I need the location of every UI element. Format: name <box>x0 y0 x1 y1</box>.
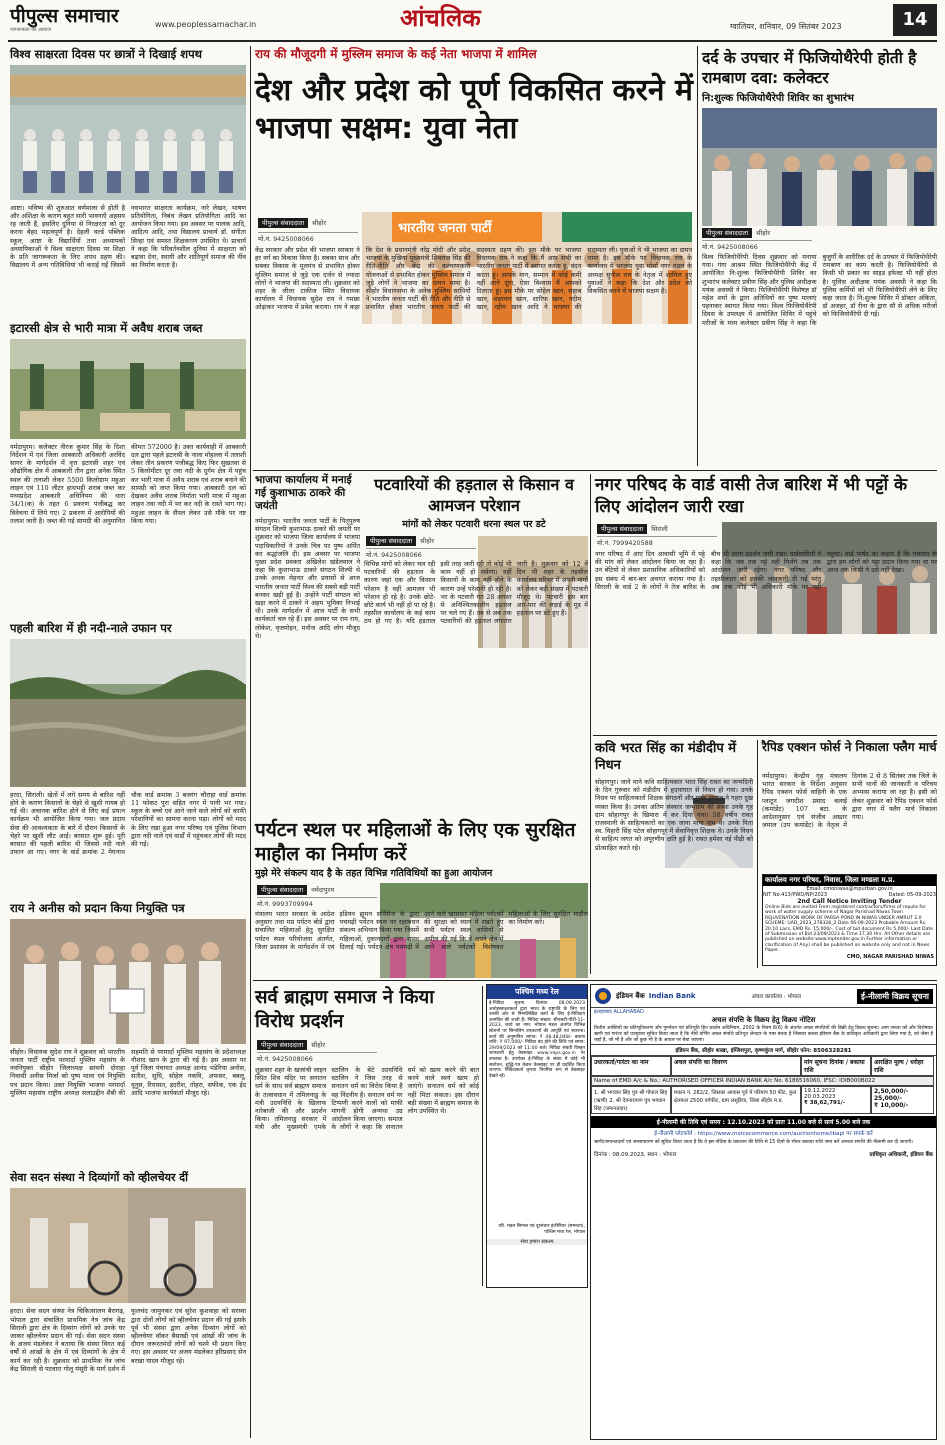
kushabhau-story <box>255 474 360 814</box>
header-rule <box>8 40 937 42</box>
physio-subhead: नि:शुल्क फिजियोथैरेपी शिविर का शुभारंभ <box>702 93 854 104</box>
indian-bank-notice <box>590 984 937 1440</box>
bank-sign-row <box>591 1148 936 1160</box>
bjp-divider <box>697 46 698 466</box>
liquor-story <box>10 322 246 615</box>
kushabhau-headline: भाजपा कार्यालय में मनाई गई कुशाभाऊ ठाकरे की जयंती <box>255 474 352 512</box>
bank-demand <box>801 1086 871 1114</box>
bjp-reporter: पीपुल्स संवाददाता <box>258 218 308 228</box>
wheelchair-photo <box>10 1188 246 1303</box>
appointment-headline: राय ने अनीस को प्रदान किया नियुक्ति पत्र <box>10 901 185 915</box>
rain-headline: पहली बारिश में ही नदी-नाले उफान पर <box>10 621 172 635</box>
bank-col-reserve: आरक्षित मूल्य / धरोहर राशि <box>871 1056 934 1076</box>
physio-photo <box>702 108 937 226</box>
bank-emd-amount: 25,000/- <box>874 1095 902 1103</box>
patwari-mobile: मो.नं. 9425008066 <box>366 548 476 559</box>
physio-reporter: पीपुल्स संवाददाता <box>702 228 752 238</box>
bank-date: दिनांक : 08.09.2023, स्थान : भोपाल <box>594 1152 677 1159</box>
wheelchair-headline: सेवा सदन संस्था ने दिव्यांगों को व्हीलचेयर दीं <box>10 1171 188 1184</box>
literacy-headline: विश्व साक्षरता दिवस पर छात्रों ने दिखाई शपथ <box>10 47 202 61</box>
brahmin-body: शुक्रवार शहर के खजांची लाइन स्थित शिव मंदिर पर सनातन धर्म के साथ सर्व ब्राह्मण समाज के तत्वावधान में तमिलनाडु के मंत्री उदयनिधि के खिलाफ नारेबाजी की और प्रदर्शन किया। तमिलनाडु सरकार में मंत्री और मुख्यमंत्री एमके स्टालिन के बेटे उदयनिधि स्टालिन ने जिस तरह से सनातन धर्म का विरोध किया है वह निंदनीय है। सनातन धर्म पर टिप्पणी करने वालों को माफी मांगनी होगी अन्यथा उग्र आंदोलन किया जाएगा। समाज के लोगों ने कहा कि सनातन धर्म को खत्म करने की बात करने वाले स्वयं खत्म हो जाएंगे। सनातन धर्म को कोई नहीं मिटा सकता। इस दौरान बड़ी संख्या में ब्राह्मण समाज के लोग उपस्थित थे। <box>255 1066 479 1132</box>
ward-headline: नगर परिषद के वार्ड वासी तेज बारिश में भी पट्टों के लिए आंदोलन जारी रखा <box>595 475 908 517</box>
bank-auction-title: ई-नीलामी विक्रय सूचना <box>857 989 933 1004</box>
bank-reserve <box>871 1086 934 1114</box>
poet-headline: कवि भरत सिंह का मंडीदीप में निधन <box>595 741 737 773</box>
patwari-body: विभिन्न मांगों को लेकर चल रही पटवारियों की हड़ताल के कारण जहां एक और किसान परेशान है वहीं आमजन भी परेशान हो रहे है। उनके छोटे-छोटे कार्य भी नहीं हो पा रहे है। तहसील कार्यालय के कई काम ठप हो गए है। यदि हड़ताल इसी तरह जारी रही तो कोई भी काम नहीं हो सकेगा। वहीं किसानों के काम नहीं होने के कारण उन्हें परेशानी हो रही है। भर के पटवारी गत 28 अगस्त से अनिश्चितकालीन हड़ताल पर चले गए हैं। तब से अब तक पटवारियों की हड़ताल लगातार जारी है। शुक्रवार को 12 वें दिन भी शहर के तहसील कार्यालय परिसर में अपनी मांगों को लेकर बड़ी संख्या में पटवारी मौजूद थे। पटवारी इस बार आर-पार की लड़ाई के मूड में हड़ताल पर डटे हुए हैं। <box>364 560 588 626</box>
physio-place: सीहोर <box>756 229 771 237</box>
left-column-rule <box>250 46 251 1438</box>
patwari-byline <box>366 536 476 545</box>
tourism-headline: पर्यटन स्थल पर महिलाओं के लिए एक सुरक्षित माहौल का निर्माण करें <box>255 819 576 865</box>
bank-footer-note: ऋणी/जमानतदारों एवं जनसाधारण को सूचित किया जाता है कि वे इस नोटिस के प्रकाशन की तिथि से 15 दिनों के भीतर बकाया राशि जमा करें अन्यथा संपत्ति की नीलामी कर दी जाएगी। <box>594 1140 913 1146</box>
bjp-place: सीहोर <box>312 219 327 227</box>
poet-body: सोहागपुर। जाने माने कवि साहित्यकार भरत सिंह रावत का जन्मदिनी के दिन गुरुवार को मंडीदीप में हृदयाघात से निधन हो गया। उनके निधन पर साहित्यकारों शिक्षक संगठनों और गुर्जर समाज ने गहरा दुख व्यक्त किया है। उनका अंतिम संस्कार जन्मग्राम की संस्था उनके गृह ग्राम सोहागपुर के खिमारा में कर दिया गया। 58 वर्षीय रावत राजस्थानी के साहित्यकारों का एक जाना माना नाम थे। उनके पिता स्व. विहारी सिंह पटेल सोहागपुर में सेवानिवृत्त शिक्षक थे। उनके निधन से साहित्य जगत को अपूरणीय क्षति हुई है। रावत हमेशा नई पीढ़ी को प्रोत्साहित करते रहे। <box>595 778 753 852</box>
mid-horizontal-rule <box>253 980 937 981</box>
appointment-body: सीहोर। विधायक सुदेश राय ने शुक्रवार को भारतीय जनता पार्टी राष्ट्रीय परमार्दा मुस्लिम महासंघ के नवनियुक्त सीहोर जिलाध्यक्ष छावनी दोराहा निवासी अनीस मिर्जा को पुष्प माला एवं नियुक्ति पत्र प्रदान किया। उक्त नियुक्ति भाजपा परमार्दा मुस्लिम महासंघ राष्ट्रीय अध्यक्ष सलाउद्दीन शैबी की सहमति से परमार्दा मुस्लिम महासंघ के प्रदेशाध्यक्ष नौशाद खान के द्वारा की गई है। इस अवसर पर पूर्व जिला पंचायत अध्यक्ष आनंद भंडेरिया अनोस, सतीश, सुधि, सोहेल नकवि, अफसर, बबलू, यूनुस, रियासत, इदरीश, तोहरा, सफीक, एक ईद आदि भाजपा कार्यकर्ता मौजूद रहे। <box>10 1047 246 1097</box>
patwari-place: सीहोर <box>420 537 435 545</box>
rapid-headline: रैपिड एक्शन फोर्स ने निकाला फ्लैग मार्च <box>762 740 937 754</box>
kushabhau-body: नर्मदापुरम। भारतीय जनता पार्टी के पितृपुरुष संगठन शिल्पी कुशाभाऊ ठाकरे की जयंती पर शुक्रवार को भाजपा जिला कार्यालय में भाजपा पदाधिकारियों ने उनके चित्र पर पुष्प अर्पित कर श्रद्धांजलि दी। इस अवसर पर भाजपा मुख्य प्रदेश प्रवक्ता अखिलेश खंडेलवाल ने कहा कि कुशाभाऊ ठाकरे संगठन शिल्पी थे उनके अथक मेहनत और प्रयासों से आज भारतीय जनता पार्टी विश्व की सबसे बड़ी पार्टी बनकर खड़ी हुई है। उन्होंने पार्टी संगठन को खड़ा करने में ठाकरे ने अहम भूमिका निभाई थी। उनके मार्गदर्शन में आज पार्टी के सभी कार्यकर्ता चल रहे हैं। इस अवसर पर राम राय, लोकेश, वृजमोहन, मनोज आदि लोग मौजूद थे। <box>255 517 360 640</box>
railway-tender <box>486 984 588 1288</box>
bank-sign: प्राधिकृत अधिकारी, इंडियन बैंक <box>869 1152 933 1159</box>
bank-emd-account: Name of EMD A/c & No.: AUTHORISED OFFICER INDIAN BANK A/c No. 6186516060, IFSC: IDIB000B022 <box>591 1076 934 1086</box>
tender-notice <box>762 874 937 966</box>
brahmin-reporter: पीपुल्स संवाददाता <box>257 1040 307 1050</box>
tender-title: 2nd Call Notice Inviting Tender <box>797 898 902 905</box>
bjp-byline <box>258 218 358 227</box>
wheelchair-story <box>10 1172 246 1437</box>
railway-title: पश्चिम मध्य रेल <box>487 985 587 999</box>
tourism-reporter: पीपुल्स संवाददाता <box>257 885 307 895</box>
tender-dated: Dated: 05-09-2023 <box>888 892 936 898</box>
liquor-headline: इटारसी क्षेत्र से भारी मात्रा में अवैध शराब जब्त <box>10 321 203 335</box>
masthead-tagline: जागरूकता की आवाज <box>10 27 51 34</box>
tourism-subhead: मुझे मेरे संकल्प याद है के तहत विभिन्न गतिविधियों का हुआ आयोजन <box>255 868 493 879</box>
liquor-body: नर्मदापुरम। कलेक्टर नीरज कुमार सिंह के दिशा निर्देशन में एवं जिला आबकारी अधिकारी अरविंद सागर के मार्गदर्शन में वृत्त इटारसी शहर एवं औद्योगिक क्षेत्र में आबकारी तीन द्वारा अनेक स्थित स्थल की तलाशी लेकर 5500 किलोग्राम महुआ लाहन एवं 110 लीटर हाथभट्टी शराब जब्त कर मध्यप्रदेश आबकारी अधिनियम की धारा 34/1(क) के तहत 6 प्रकरण पंजीबद्ध कर विवेचना में लिये गए। 2 प्रकरण में आरोपियों की तलाश जारी है। जब्त की गई सामग्री की अनुमानित कीमत 572000 है। उक्त कार्यवाही में आबकारी दल द्वारा पहले इटारसी के नाला मोहल्ला में तलाशी लेकर तीन प्रकरण पंजीबद्ध किए फिर सुखतवा से 5 किलोमीटर दूर तवा नदी के दुर्गम क्षेत्र में पहुंच कर भारी मात्रा में अवैध शराब एवं शराब बनाने की सामग्री को जप्त किया गया। आबकारी दल को देखकर अवैध शराब निर्माता भारी मात्रा में महुआ लाहन तवा नदी में भर कर नदी के रास्ते भाग गए। महुआ लाहन के सैंपल लेकर उसे मौके पर नष्ट किया गया। <box>10 442 246 525</box>
patwari-divider <box>590 474 591 974</box>
tourism-body: मंत्रालय भारत सरकार के आदेश अनुसार तथा मप्र पर्यटन बोर्ड द्वारा संचालित महिलाओं हेतु सुरक्षित पर्यटन स्थल परियोजना अंतर्गत, जिला प्रशासन के मार्गदर्शन में एवं इंडियन ह्यूमन सर्विसेज के द्वारा पचमढ़ी पर्यटन स्थल पर रक्षाबंधन संकल्प अभियान किया गया जिसमें महिलाओं, दुकानदारों द्वारा शपथ दिलाई गई। पर्यटन क्षेत्र पचमढ़ी में आने वाले खासकर महिला पर्यटकों की सुरक्षा को ध्यान में रखते हुए सभी पर्यटन स्थल वासियों से अपील की गई कि वे अपने क्षेत्र में आने वाले पर्यटकों विशेषकर महिलाओं के लिए सुरक्षित माहौल का निर्माण करें। <box>255 910 588 951</box>
physio-headline: दर्द के उपचार में फिजियोथैरेपी होती है रामबाण दवा: कलेक्टर <box>702 49 917 87</box>
wheelchair-body: हरदा। सेवा सदन संस्था नेत्र चिकित्सालय बैरागढ़, भोपाल द्वारा संचालित प्राथमिक नेत्र जांच केंद्र सिराली द्वारा क्षेत्र के दिव्यांग लोगों को उनके घर जाकर व्हीलचेयर प्रदान की गई। सेवा सदन संस्था के अजय मंडलेकर ने बताया कि संस्था विगत कई वर्षों से आंखों के क्षेत्र में एवं दिव्यांगों के क्षेत्र में कार्य कर रही है। शुक्रवार को प्राथमिक नेत्र जांच केंद्र सिराली से पटवारा गोलू मंसूरी के मार्ग दर्शन में फूलचंद जामुनकर एवं सुरेश कुशवाहा को सरस्वा द्वारा दोनों लोगों को व्हीलचेयर प्रदान की गई इसके पूर्व भी संस्था द्वारा अनेक दिव्यांग लोगों को व्हीलचेयर वॉकर बैसाखी एवं आंखों की जांच के दौरान जरूरतमंदों लोगों को चश्मे भी प्रदान किए गए। इस अवसर पर अजय मंडलेकर हरिप्रसाद सेन बरखा यादव मौजूद रहे। <box>10 1307 246 1373</box>
literacy-story <box>10 48 246 320</box>
brahmin-place: सीहोर <box>311 1041 326 1049</box>
tender-office: कार्यालय नगर परिषद, निवास, जिला मण्डला म.प्र. <box>763 875 936 886</box>
rain-story <box>10 622 246 890</box>
ward-place: सिराली <box>651 525 668 533</box>
ward-byline <box>597 524 717 533</box>
appointment-letter-image <box>10 919 246 1044</box>
ward-mobile: मो.नं. 7999420588 <box>597 536 717 547</box>
tourism-mobile: मो.नं. 9993709994 <box>257 897 377 908</box>
bank-col-property: अचल संपत्ति का विवरण <box>671 1056 801 1076</box>
bank-increment: ₹ 10,000/- <box>874 1102 909 1110</box>
students-oath-image <box>10 65 246 200</box>
tender-sign: CMO, NAGAR PARISHAD NIWAS <box>846 953 934 960</box>
bank-demand-amount: ₹ 38,62,791/- <box>804 1100 846 1107</box>
page-number: 14 <box>893 4 937 36</box>
rapid-body: नर्मदापुरम। केन्द्रीय गृह मंत्रालय भारत सरकार के निर्देशा अनुसार रैपिड एक्शन फोर्स वाहिनी के एक प्लाटून जगदीश प्रसाद बलाई (कमांडेंट) 107 बटा. के आदेशानुसार एवं संजीव अख्तर जमाल (उप कमांडेंट) के नेतृत्व में दिनांक 2 से 8 सितंबर तक जिले के सभी थानों की जानकारी व परिचय अभ्यास कराया जा रहा है। इसी को लेकर शुक्रवार को रैपिड एक्शन फोर्स द्वारा नगर में फ्लैग मार्च निकाला गया। <box>762 772 937 830</box>
bank-auction-date: ई-नीलामी की तिथि एवं समय : 12.10.2023 को प्रातः 11.00 बजे से सायं 5.00 बजे तक <box>591 1116 936 1128</box>
tender-body: Online Bids are invited From registered contractors/firms of repute for work of water supply scheme of Nagar Parishad Niwas Town REJUVENATION WORK OF PARSA POND IN NIWAS UNDER AMRUT 2.0 SCHEME: UAD_2023_278328_2 Date 06-09-2023 Probable Amount Rs. 20.10 Lacs, EMD Rs. 15,000/-, Cost of bid document Rs 5,000/- Last Date of Submission of Bid 23/09/2023 & Time 17.30 Hrs. All Other details are published on website www.mptender.gov.in Further information or clarification (if Any) shall be published on website only and not in News Paper. <box>765 905 934 954</box>
patwari-subhead: मांगों को लेकर पटवारी धरना स्थल पर डटे <box>402 519 546 530</box>
rain-body: हरदा, सिराली। खेतों में लगे समय से बारिश नहीं होने के कारण किसानों के चेहरे से खुशी गायब हो गई थी। अचानक बारिश होने से लिए कई प्रयत्न कार्यक्रम भी आयोजित किया गया। जल प्रदाय सेवा की आवश्यकता के बारे में दौरान किसानों के चेहरे पर खुशी लौट आई। बरसात शुरू हुई। पूरी बरसात की पहली बारिश थी जिससे नदी नाले उफान आ गए। नगर के वार्ड क्रमांक 2 मेघनाथ चौक वार्ड क्रमांक 3 बजरंग चौराहा वार्ड क्रमांक 11 फोकट पुरा सहित नगर में पानी भर गया। स्कूल के बच्चे एवं आने जाने वाले लोगों को काफी परेशानियों का सामना करना पड़ा। लोगों को मदद के लिए रखा हुआ नगर परिषद एवं पुलिस विभाग द्वारा नदी नाले एवं वार्डों में पहुंचकर लोगों की मदद की गई। <box>10 790 246 857</box>
bjp-headline: देश और प्रदेश को पूर्ण विकसित करने में भाजपा सक्षम: युवा नेता <box>255 73 693 146</box>
bank-english-name: Indian Bank <box>648 992 696 1000</box>
bjp-banner-text: भारतीय जनता पार्टी <box>398 221 492 236</box>
tourism-byline <box>257 885 377 894</box>
indian-bank-logo-icon <box>594 987 612 1005</box>
masthead-title: पीपुल्स समाचार <box>10 5 119 27</box>
bank-borrower: 1. श्री भगवान सिंह पुत्र श्री गोपाल सिंह (ऋणी) 2. श्री देवनारायण पुत्र भगवान सिंह (जमानतदार) <box>591 1086 671 1114</box>
rain-photo <box>10 639 246 787</box>
flooded-river-image <box>10 639 246 787</box>
bank-logo <box>594 987 696 1005</box>
bjp-body: केंद्र सरकार और प्रदेश की भाजपा सरकार ने हर वर्ग का विकास किया है। सबका साथ और सबका विकास के मूलमंत्र से प्रभावित होकर मुस्लिम समाज से जुड़े एक दर्जन से ज्यादा लोगों ने भाजपा की सदस्यता ली। शुक्रवार को शहर के लीला टाकीज स्थित विधायक कार्यालय में विधायक सुदेश राय ने गमछा ओढ़ाकर भाजपा में प्रवेश कराया। राय ने कहा कि देश के प्रधानमंत्री नरेंद्र मोदी और प्रदेश भाजपा के मुखिया मुख्यमंत्री शिवराज सिंह की रीति-नीति और केंद्र की कल्याणकारी योजनाओं से प्रभावित होकर मुस्लिम समाज में जुड़े लोगों ने भाजपा का दामन थामा है। सीहोर विधानसभा के अनेक मुस्लिम साथियों ने भारतीय जनता पार्टी की रीति और नीति से प्रभावित होकर भारतीय जनता पार्टी की सदस्यता ग्रहण की। इस मौके पर भाजपा विधायक राय ने कहा कि मैं आप सभी का भारतीय जनता पार्टी में स्वागत करता हूं, वंदन करता हूं। आपके मान, सम्मान में कोई कमी नहीं आने दूंगा, ऐसा विश्वास मैं आपको दिलाता हूं। इस मौके पर सोहेल खान, सहाब खान, शहरयार खान, शारिफ खान, नदीम खान, रहीम खान आदि ने भाजपा की सदस्यता ली। युवाओं ने भी भाजपा का दामन थामा है। इस मौके पर विधायक राय के कार्यालय में भाजपा युवा मोर्चा नगर मंडल के अध्यक्ष सुनील राय के नेतृत्व में शामिल हुए युवाओं ने कहा कि देश और प्रदेश को विकसित करने में भाजपा सक्षम है। <box>255 246 692 312</box>
seized-liquor-image <box>10 339 246 439</box>
brahmin-headline: सर्व ब्राह्मण समाज ने किया विरोध प्रदर्शन <box>255 987 434 1032</box>
appointment-photo <box>10 919 246 1044</box>
patwari-headline: पटवारियों की हड़ताल से किसान व आमजन परेशान <box>374 475 574 515</box>
bank-demand-date: 19.12.2022 20.03.2023 <box>804 1088 836 1101</box>
ward-body: नगर परिषद में आए दिन आवासी भूमि में पट्टे की मांग को लेकर आंदोलन किया जा रहा है। उन बेटियों से लेकर प्रशासनिक अधिकारियों को इस संबंध में बार-बार अवगत कराया गया है। सिराली के वार्ड 2 के लोगों ने तेज बारिश के बीच भी धरना प्रदर्शन जारी रखा। वार्डवासियों ने कहा कि जब तक पट्टे नहीं मिलेंगे तब तक आंदोलन जारी रहेगा। नगर परिषद और तहसीलदार को इसकी जानकारी दी गई परंतु अब तक कोई भी अधिकारी मौके पर नहीं पहुंचा। वार्ड पार्षद का कहना है कि पंचायत के द्वारा हम लोगों को पट्टा प्रदान किया गया था पर आज तक किसी ने उसे नहीं देखा। <box>595 550 937 591</box>
dateline: ग्वालियर, शनिवार, 09 सितंबर 2023 <box>730 22 842 31</box>
poet-divider <box>757 740 758 968</box>
bank-col-demand: मांग सूचना दिनांक / बकाया राशि <box>801 1056 871 1076</box>
bjp-kicker: राय की मौजूदगी में मुस्लिम समाज के कई नेता भाजपा में शामिल <box>255 47 537 61</box>
brahmin-mobile: मो.नं. 9425008066 <box>257 1052 377 1063</box>
literacy-photo <box>10 65 246 200</box>
brahmin-divider <box>482 986 483 1286</box>
railway-body: ई-निविदा सूचना. दिनांक: 08.09.2023 अधोहस्ताक्षरकर्ता द्वारा भारत के राष्ट्रपति के लिए एवं उनकी ओर से निम्नलिखित कार्य के लिए ई-निविदाएं आमंत्रित की जाती हैं। निविदा संख्या: सीएसटी-पीटी-11-2023, कार्य का नाम: भोपाल मंडल अंतर्गत विभिन्न स्टेशनों पर सिग्नलिंग उपकरणों की आपूर्ति एवं स्थापना। कार्य की अनुमानित लागत: ₹ 48,48,048/- बयाना राशि: ₹ 97,000/- निविदा बंद होने की तिथि एवं समय: 29/09/2023 को 11:00 बजे। निविदा संबंधी विस्तृत जानकारी हेतु वेबसाइट www.ireps.gov.in पर उपलब्ध है। उपरोक्त ई-निविदा के संबंध में कोई भी संशोधन, शुद्धि-पत्र केवल वेबसाइट पर ही प्रदर्शित किया जाएगा। निविदाकर्ता कृपया नियमित रूप से वेबसाइट देखते रहें। <box>489 1001 585 1079</box>
physio-mobile: मो.नं. 9425008066 <box>702 240 812 251</box>
bank-website[interactable]: ई-नीलामी प्लेटफॉर्म : https://www.mstcecommerce.com/auctionhome/ibapi पर संपर्क करें <box>654 1131 873 1138</box>
masthead <box>10 6 150 36</box>
railway-sign: वरि. मंडल सिग्नल एवं दूरसंचार इंजीनियर (समन्वय), पश्चिम मध्य रेल, भोपाल <box>498 1224 585 1235</box>
liquor-photo <box>10 339 246 439</box>
tourism-place: नर्मदापुरम <box>311 886 335 894</box>
website: www.peoplessamachar.in <box>155 20 257 29</box>
bank-allahabad: इलाहाबाद ALLAHABAD <box>594 1009 644 1015</box>
patwari-reporter: पीपुल्स संवाददाता <box>366 536 416 546</box>
physio-body: विश्व फिजियोथैरेपी दिवस शुक्रवार को मनाया गया। गंगा आश्रम स्थित फिजियोथैरेपी केंद्र में आयोजित नि:शुल्क फिजियोथैरेपी शिविर का शुभारंभ कलेक्टर प्रवीण सिंह और पुलिस अधीक्षक मयंक अवस्थी ने किया। फिजियोथैरेपी विशेषज्ञ डॉ महेश शर्मा के द्वारा अतिथियों का पुष्प मालाएं पहनाकर स्वागत किया गया। विश्व फिजियोथैरेपी दिवस के उपलक्ष्य में आयोजित शिविर में पहुंचे मरीजों के मध्य कलेक्टर प्रवीण सिंह ने कहा कि बुजुर्गों के शारीरिक दर्द के उपचार में फिजियोथैरेपी रामबाण का काम करती है। फिजियोथैरेपी से किसी भी प्रकार का साइड इफेक्ट भी नहीं होता है। पुलिस अधीक्षक मयंक अवस्थी ने कहा कि पुलिस कर्मियों को भी फिजियोथैरेपी लेने के लिए कहा जाता है। नि:शुल्क शिविर में डॉक्टर अंकिता, डॉ अजहर, डॉ रीना के द्वारा सौ से अधिक मरीजों को फिजियोथैरेपी दी गई। <box>702 253 937 327</box>
upper-horizontal-rule <box>253 470 937 471</box>
ward-bottom-rule <box>593 735 937 736</box>
bank-intro: वित्तीय आस्तियों का प्रतिभूतिकरण और पुनर्गठन एवं प्रतिभूति हित प्रवर्तन अधिनियम, 2002 के नियम 8(6) के अंतर्गत अचल संपत्तियों की बिक्री हेतु विक्रय सूचना। आम जनता को और विशेषकर ऋणी एवं गारंटर को एतद्द्वारा सूचित किया जाता है कि नीचे वर्णित अचल संपत्ति प्रतिभूत लेनदार के पास बंधक है जिसका कब्जा इंडियन बैंक के प्राधिकृत अधिकारी द्वारा लिया गया है, को जैसा है जहाँ है, जो भी है और जो कुछ भी है के आधार पर बेचा जाएगा। <box>594 1026 933 1043</box>
section-title: आंचलिक <box>400 4 481 32</box>
bjp-mobile: मो.नं. 9425008066 <box>258 232 358 243</box>
bank-reserve-price: 2,50,000/- <box>874 1088 909 1096</box>
physio-byline <box>702 228 812 237</box>
bank-header <box>591 985 936 1008</box>
bank-office: अंचल कार्यालय : भोपाल <box>751 994 801 1000</box>
physio-camp-image <box>702 108 937 226</box>
bank-property: मकान नं. 282/2, जिसका आवास पूर्व में परिमाप 50 फीट, कुल क्षेत्रफल 2500 वर्गफीट, ग्राम लसूडिया, जिला सीहोर म.प्र. <box>671 1086 801 1114</box>
literacy-body: आष्टा। भविष्य की शुरुआत वर्णमाला से होती है और अशिक्षा के कारण बहुत सारी भावनाएँ अहसय रह जाती हैं, इसलिए दुनिया से निरक्षरता को दूर करना बेहद महत्वपूर्ण है। देहली वर्ल्ड पब्लिक स्कूल, आष्टा के विद्यार्थियों तथा अध्यापकों अध्यापिकाओं ने विश्व साक्षरता दिवस पर शिक्षा के प्रति जागरूकता के लिए शपथ ग्रहण की। विद्यालय में अन्य गतिविधियां भी कराई गईं जिसमें नवभारत साक्षरता कार्यक्रम, नारे लेखन, भाषण प्रतियोगिता, निबंध लेखन प्रतियोगिता आदि का आयोजन किया गया। इस अवसर पर पालक आदि, आदित्य आदि, तथा विद्यालय प्राचार्य डॉ. संगीता सिन्हा एवं समस्त शिक्षकगण उपस्थित थे। प्राचार्य ने कहा कि परिवर्तनशील दुनिया में साक्षरता को बढ़ावा देना, स्थायी और शांतिपूर्ण समाज की नींव का निर्माण करता है। <box>10 203 246 270</box>
bank-table <box>591 1056 936 1114</box>
wheelchair-distribution-image <box>10 1188 246 1303</box>
bank-branch: इंडियन बैंक, सीहोर शाखा, इंग्लिशपुरा, कृष्णकुंज मार्ग, सीहोर फोन: 8506328281 <box>591 1044 936 1056</box>
ward-reporter: पीपुल्स संवाददाता <box>597 524 647 534</box>
bank-col-borrower: उधारकर्ता/गारंटर का नाम <box>591 1056 671 1076</box>
tender-nit: NIT No.413/PWD/NP/2023 <box>763 892 828 898</box>
bank-hindi-name: इंडियन बैंक <box>616 991 645 1000</box>
appointment-story <box>10 902 246 1167</box>
railway-footer: सेवा हमारा संकल्प <box>487 1239 587 1245</box>
brahmin-byline <box>257 1040 377 1049</box>
bank-subtitle: अचल संपत्ति के विक्रय हेतु विक्रय नोटिस <box>711 1016 816 1024</box>
tender-email: Email: cmoniwas@mpurban.gov.in <box>806 886 893 892</box>
